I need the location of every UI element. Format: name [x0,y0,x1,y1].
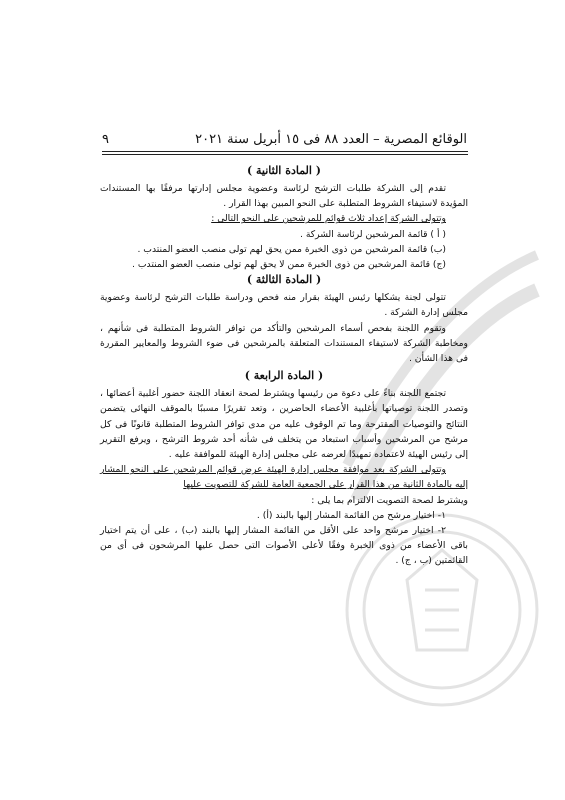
voting-condition-1: ١- اختيار مرشح من القائمة المشار إليها بالبند (أ) . [256,509,446,521]
page-number: ٩ [102,132,109,147]
article-2-paragraph-1: تقدم إلى الشركة طلبات الترشح لرئاسة وعضوية مجلس إدارتها مرفقًا بها المستندات المؤيدة لاستيفاء الشروط المتطلبة على النحو المبين بهذا القرار . [100,183,468,210]
article-3-paragraph-2: وتقوم اللجنة بفحص أسماء المرشحين والتأكد من توافر الشروط المتطلبة فى شأنهم ، ومخاطبة الشركة لاستيفاء المستندات المتعلقة بالمرشحين فى ضوء الشروط والمعايير المقررة فى هذا الشأن . [100,322,468,365]
article-3-paragraph-1: تتولى لجنة يشكلها رئيس الهيئة بقرار منه فحص ودراسة طلبات الترشح لرئاسة وعضوية مجلس إدارة الشركة . [100,292,468,319]
document-body [100,163,468,569]
header-rule [102,151,468,152]
article-4-heading: ( المادة الرابعة ) [244,369,324,383]
article-2-paragraph-2 [100,211,468,226]
list-item-b: (ب) قائمة المرشحين من ذوى الخبرة ممن يحق لهم تولى منصب العضو المنتدب . [137,243,446,255]
article-4-paragraph-3: ويشترط لصحة التصويت الالتزام بما يلى : [311,494,468,506]
voting-condition-2: ٢- اختيار مرشح واحد على الأقل من القائمة المشار إليها بالبند (ب) ، على أن يتم اختيار باقى الأعضاء من ذوى الخبرة وفقًا لأعلى الأصوات التى حصل عليها المرشحون فى أى من القائمتين (ب ، ج) . [100,525,468,567]
article-2-heading: ( المادة الثانية ) [246,164,322,177]
page-header [102,132,467,150]
article-4-paragraph-2: وتتولى الشركة بعد موافقة مجلس إدارة الهيئة عرض قوائم المرشحين على النحو المشار إليه بالمادة الثانية من هذا القرار على الجمعية العامة للشركة للتصويت عليها [100,464,468,491]
article-4-paragraph-1: تجتمع اللجنة بناءً على دعوة من رئيسها ويشترط لصحة انعقاد اللجنة حضور أغلبية أعضائها ، وتصدر اللجنة توصياتها بأغلبية الأعضاء الحاضرين ، وتعد تقريرًا مسببًا بالموقف النهائى يتضمن النتائج والتوصيات المقترحة وما تم الوقوف عليه من مدى توافر الشروط المتطلبة قانونًا فى كل مرشح من المرشحين وأسباب استبعاد من يتخلف فى شأنه أحد شروط الترشح ، ويرفع التقرير إلى رئيس الهيئة لاعتماده تمهيدًا لعرضه على مجلس إدارة الهيئة للموافقة عليه . [100,388,468,461]
list-item-a: ( أ ) قائمة المرشحين لرئاسة الشركة . [300,228,446,240]
gazette-issue-title: الوقائع المصرية – العدد ٨٨ فى ١٥ أبريل سنة ٢٠٢١ [195,132,467,147]
article-3-heading: ( المادة الثالثة ) [246,273,322,287]
list-item-c: (ج) قائمة المرشحين من ذوى الخبرة ممن لا يحق لهم تولى منصب العضو المنتدب . [132,259,446,271]
article-2-lists-intro: وتتولى الشركة إعداد ثلاث قوائم للمرشحين على النحو التالى : [211,213,446,225]
header-rule-secondary [102,154,468,155]
